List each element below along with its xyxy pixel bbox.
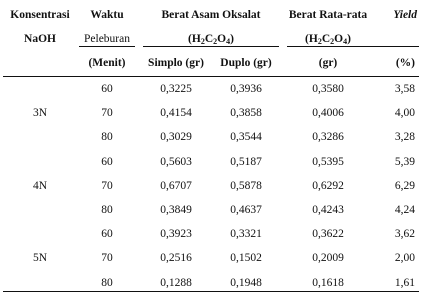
cell-time: 80 (101, 277, 113, 289)
rule-header-mid-col3 (143, 46, 279, 47)
formula-part: O (334, 33, 344, 45)
rule-header-mid-col2 (79, 46, 135, 47)
cell-duplo: 0,5878 (230, 180, 262, 192)
cell-simplo: 0,3225 (160, 83, 192, 95)
group-label-3n: 3N (32, 107, 48, 119)
cell-time: 70 (101, 252, 113, 264)
cell-yield: 4,24 (394, 204, 415, 216)
formula-part: O (217, 33, 227, 45)
cell-yield: 2,00 (394, 252, 415, 264)
formula-sub: 4 (343, 37, 348, 46)
header-time-unit: (Menit) (88, 57, 126, 69)
cell-time: 80 (101, 131, 113, 143)
formula-part: C (321, 33, 331, 45)
formula-sub: 2 (213, 37, 218, 46)
cell-yield: 3,58 (394, 83, 415, 95)
cell-yield: 5,39 (394, 156, 415, 168)
cell-simplo: 0,3849 (160, 204, 192, 216)
group-label-5n: 5N (32, 252, 48, 264)
cell-time: 60 (101, 228, 113, 240)
cell-time: 80 (101, 204, 113, 216)
cell-yield: 3,28 (394, 131, 415, 143)
cell-duplo: 0,4637 (230, 204, 262, 216)
cell-duplo: 0,3936 (230, 83, 262, 95)
cell-simplo: 0,1288 (160, 277, 192, 289)
rule-header-mid-col4 (287, 46, 419, 47)
group-label-4n: 4N (32, 180, 48, 192)
cell-avg: 0,2009 (312, 252, 344, 264)
cell-avg: 0,4243 (312, 204, 344, 216)
cell-yield: 3,62 (394, 228, 415, 240)
formula-prefix: (H (188, 33, 201, 45)
formula-sub: 4 (226, 37, 231, 46)
header-duplo: Duplo (gr) (220, 57, 272, 69)
cell-simplo: 0,4154 (160, 107, 192, 119)
header-time-line1: Waktu (90, 9, 124, 21)
formula-sub: 2 (330, 37, 335, 46)
cell-duplo: 0,1502 (230, 252, 262, 264)
header-concentration-line2: NaOH (24, 33, 56, 45)
cell-simplo: 0,2516 (160, 252, 192, 264)
cell-duplo: 0,1948 (230, 277, 262, 289)
cell-simplo: 0,3923 (160, 228, 192, 240)
cell-avg: 0,3286 (312, 131, 344, 143)
rule-header-bottom (3, 76, 419, 77)
header-average-title: Berat Rata-rata (288, 9, 368, 21)
cell-duplo: 0,5187 (230, 156, 262, 168)
header-oxalic-formula (143, 32, 279, 46)
cell-avg: 0,6292 (312, 180, 344, 192)
cell-duplo: 0,3321 (230, 228, 262, 240)
cell-avg: 0,3580 (312, 83, 344, 95)
cell-yield: 1,61 (394, 277, 415, 289)
cell-duplo: 0,3858 (230, 107, 262, 119)
cell-simplo: 0,5603 (160, 156, 192, 168)
header-oxalic-weight-title: Berat Asam Oksalat (161, 9, 261, 21)
cell-time: 70 (101, 180, 113, 192)
cell-yield: 6,29 (394, 180, 415, 192)
cell-avg: 0,4006 (312, 107, 344, 119)
cell-time: 70 (101, 107, 113, 119)
cell-time: 60 (101, 156, 113, 168)
cell-yield: 4,00 (394, 107, 415, 119)
formula-sub: 2 (200, 37, 205, 46)
cell-simplo: 0,3029 (160, 131, 192, 143)
header-concentration-line1: Konsentrasi (10, 9, 70, 21)
cell-duplo: 0,3544 (230, 131, 262, 143)
header-average-unit: (gr) (318, 57, 338, 69)
formula-suffix: ) (230, 33, 234, 45)
header-time-line2: Peleburan (84, 33, 130, 45)
cell-avg: 0,5395 (312, 156, 344, 168)
cell-avg: 0,3622 (312, 228, 344, 240)
header-average-formula (287, 32, 369, 46)
header-yield-unit: (%) (395, 57, 415, 69)
cell-time: 60 (101, 83, 113, 95)
header-simplo: Simplo (gr) (148, 57, 204, 69)
formula-prefix: (H (305, 33, 318, 45)
header-yield: Yield (393, 9, 417, 21)
formula-part: C (204, 33, 214, 45)
cell-avg: 0,1618 (312, 277, 344, 289)
formula-suffix: ) (347, 33, 351, 45)
formula-sub: 2 (317, 37, 322, 46)
cell-simplo: 0,6707 (160, 180, 192, 192)
